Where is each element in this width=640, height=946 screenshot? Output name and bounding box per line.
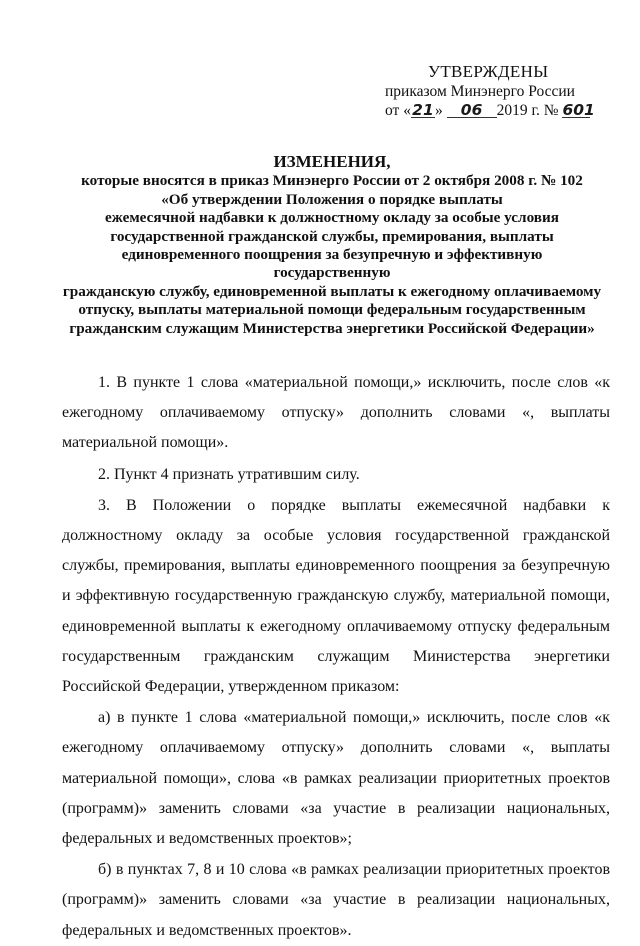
title-line: которые вносятся в приказ Минэнерго России от 2 октября 2008 г. № 102 [81,172,583,190]
title-line: единовременного поощрения за безупречную и эффективную государственную [121,246,543,282]
title-line: отпуску, выплаты материальной помощи федеральным государственным [78,301,586,319]
approval-order-line: приказом Минэнерго России [385,83,575,100]
document-body [62,368,610,946]
approval-stamp [384,62,624,120]
handwritten-month: 06 [447,103,497,118]
paragraph-2: 2. Пункт 4 признать утратившим силу. [98,465,360,483]
paragraph-3: 3. В Положении о порядке выплаты ежемесячной надбавки к должностному окладу за особые условия государственной гражданской службы, премирования, выплаты единовременного поощрения за безупречную и эффективную государственную гражданскую службу, материальной помощи, единовременной выплаты к ежегодному оплачиваемому отпуску федеральным государственным гражданским служащим Министерства энергетики Российской Федерации, утвержденном приказом: [62,496,610,696]
date-year: 2019 г. № [496,102,559,119]
title-line: государственной гражданской службы, премирования, выплаты [110,227,554,245]
date-separator: » [434,102,443,119]
handwritten-order-number: 601 [562,101,595,119]
date-prefix: от « [385,102,411,119]
title-line: гражданскую службу, единовременной выплаты к ежегодному оплачиваемому [62,282,602,300]
title-line: ежемесячной надбавки к должностному окладу за особые условия [105,209,559,227]
paragraph-3a: а) в пункте 1 слова «материальной помощи,» исключить, после слов «к ежегодному оплачиваемому отпуску» дополнить словами «, выплаты материальной помощи», слова «в рамках реализации приоритетных проектов (программ)» заменить словами «за участие в реализации национальных, федеральных и ведомственных проектов»; [62,709,610,848]
title-heading: ИЗМЕНЕНИЯ, [273,152,391,171]
document-title [62,153,602,338]
title-line: гражданским служащим Министерства энергетики Российской Федерации» [69,319,595,337]
handwritten-day: 21 [412,101,434,119]
paragraph-1: 1. В пункте 1 слова «материальной помощи,» исключить, после слов «к ежегодному оплачиваемому отпуску» дополнить словами «, выплаты материальной помощи». [62,374,610,452]
title-line: «Об утверждении Положения о порядке выплаты [161,190,503,208]
approval-heading: УТВЕРЖДЕНЫ [428,62,549,81]
paragraph-3b: б) в пунктах 7, 8 и 10 слова «в рамках реализации приоритетных проектов (программ)» заменить словами «за участие в реализации национальных, федеральных и ведомственных проектов». [62,861,610,939]
approval-date-line [384,101,624,120]
